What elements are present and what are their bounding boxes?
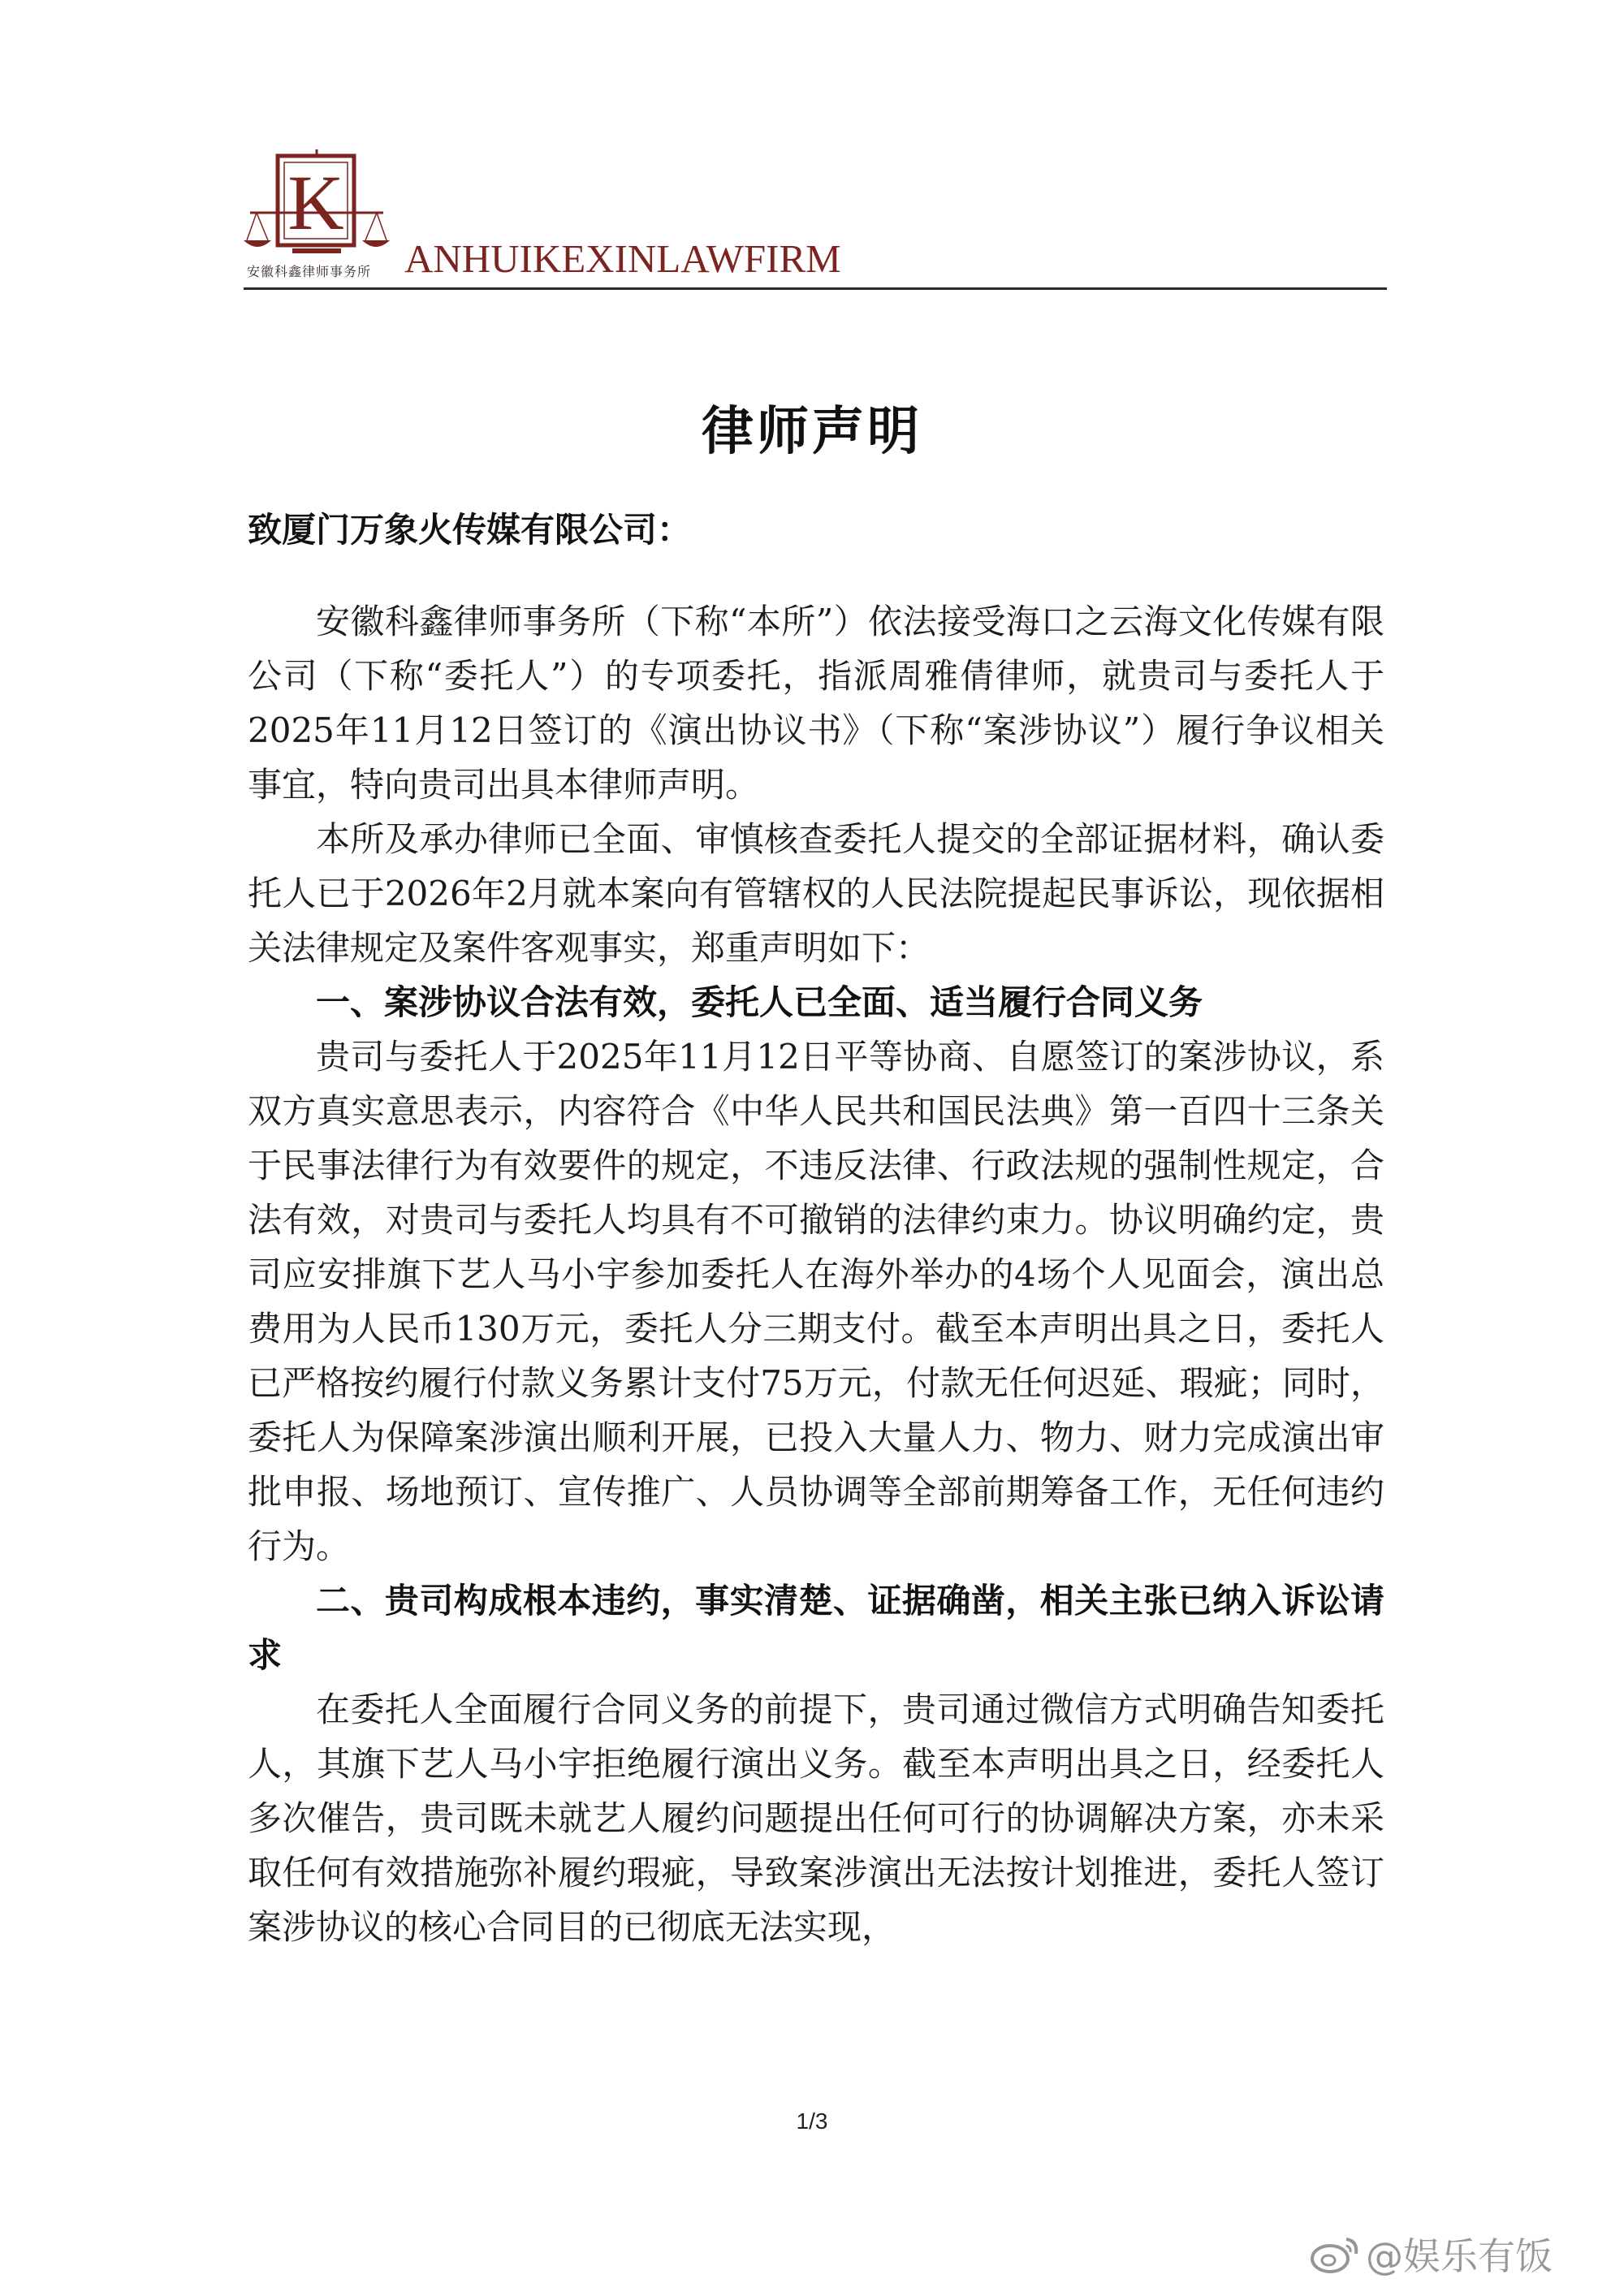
weibo-icon	[1309, 2233, 1361, 2275]
scales-of-justice-logo-icon	[244, 145, 390, 266]
document-title: 律师声明	[702, 402, 922, 462]
section-heading-2: 二、贵司构成根本违约，事实清楚、证据确凿，相关主张已纳入诉讼请求	[248, 1581, 1384, 1675]
paragraph-section-2: 在委托人全面履行合同义务的前提下，贵司通过微信方式明确告知委托人，其旗下艺人马小宇拒绝履行演出义务。截至本声明出具之日，经委托人多次催告，贵司既未就艺人履约问题提出任何可行的协调解决方案，亦未采取任何有效措施弥补履约瑕疵，导致案涉演出无法按计划推进，委托人签订案涉协议的核心合同目的已彻底无法实现，	[248, 1690, 1384, 1947]
paragraph-section-1: 贵司与委托人于2025年11月12日平等协商、自愿签订的案涉协议，系双方真实意思表示，内容符合《中华人民共和国民法典》第一百四十三条关于民事法律行为有效要件的规定，不违反法律、行政法规的强制性规定，合法有效，对贵司与委托人均具有不可撤销的法律约束力。协议明确约定，贵司应安排旗下艺人马小宇参加委托人在海外举办的4场个人见面会，演出总费用为人民币130万元，委托人分三期支付。截至本声明出具之日，委托人已严格按约履行付款义务累计支付75万元，付款无任何迟延、瑕疵；同时，委托人为保障案涉演出顺利开展，已投入大量人力、物力、财力完成演出审批申报、场地预订、宣传推广、人员协调等全部前期筹备工作，无任何违约行为。	[248, 1037, 1384, 1566]
paragraph-statement: 本所及承办律师已全面、审慎核查委托人提交的全部证据材料，确认委托人已于2026年2月就本案向有管辖权的人民法院提起民事诉讼，现依据相关法律规定及案件客观事实，郑重声明如下：	[248, 819, 1384, 968]
watermark-text: @娱乐有饭	[1366, 2234, 1553, 2278]
page-number: 1/3	[796, 2108, 828, 2134]
firm-name-english: ANHUIKEXINLAWFIRM	[404, 236, 841, 281]
paragraph-intro: 安徽科鑫律师事务所（下称“本所”）依法接受海口之云海文化传媒有限公司（下称“委托人”）的专项委托，指派周雅倩律师，就贵司与委托人于2025年11月12日签订的《演出协议书》（下称“案涉协议”）履行争议相关事宜，特向贵司出具本律师声明。	[248, 602, 1384, 805]
firm-name-chinese: 安徽科鑫律师事务所	[247, 264, 372, 279]
section-heading-1: 一、案涉协议合法有效，委托人已全面、适当履行合同义务	[316, 982, 1203, 1022]
salutation: 致厦门万象火传媒有限公司：	[248, 510, 692, 550]
watermark	[1309, 2229, 1553, 2278]
header-divider	[244, 287, 1387, 290]
logo-letter: K	[287, 159, 344, 246]
law-firm-logo	[244, 145, 390, 266]
document-body	[248, 594, 1384, 1954]
